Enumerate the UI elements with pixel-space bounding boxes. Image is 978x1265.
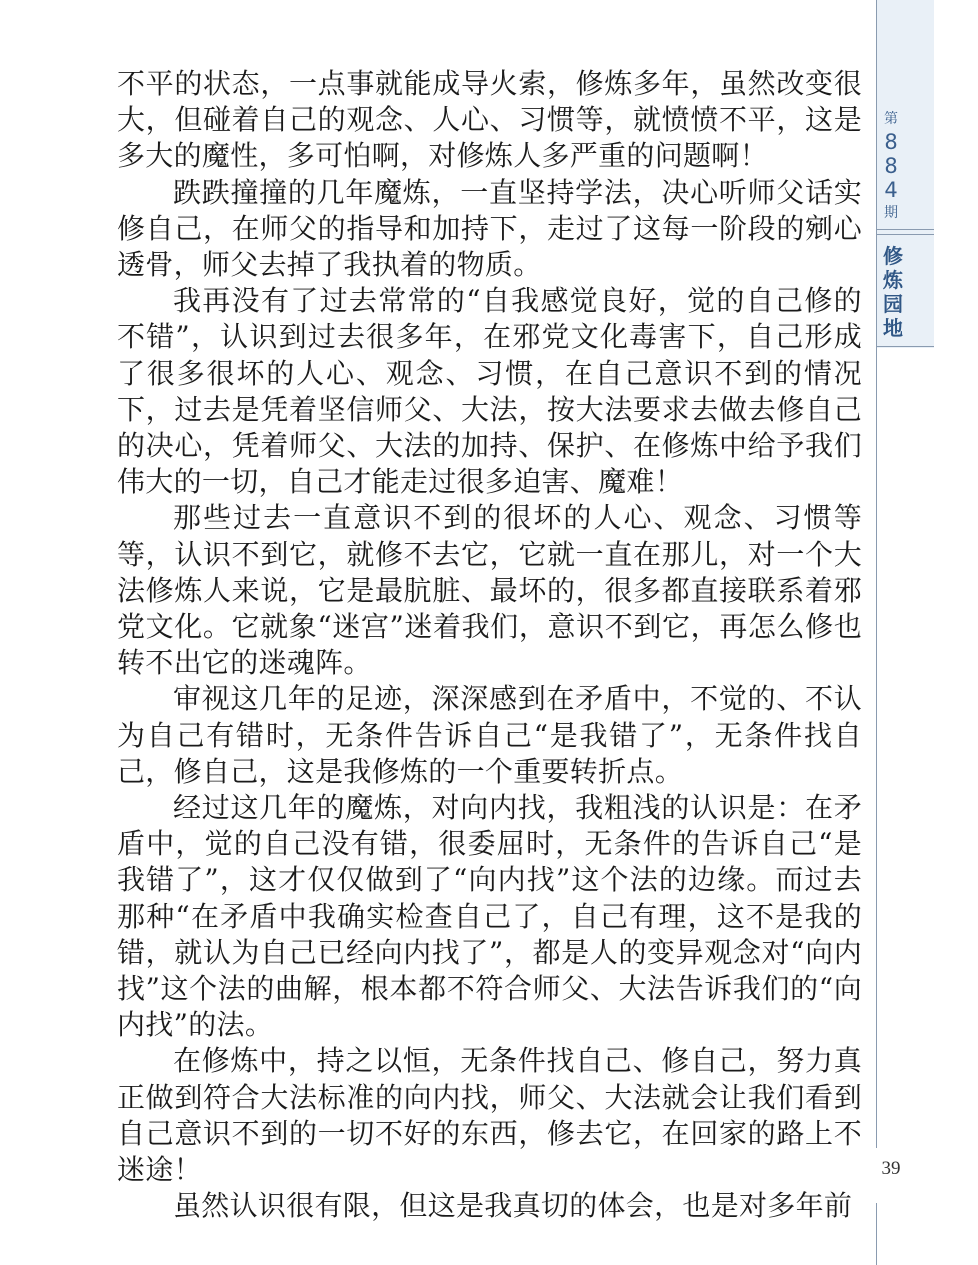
paragraph: 不平的状态，一点事就能成导火索，修炼多年，虽然改变很大，但碰着自己的观念、人心、习惯等，就愤愤不平，这是多大的魔性，多可怕啊，对修炼人多严重的问题啊！ <box>117 67 862 173</box>
paragraph: 虽然认识很有限，但这是我真切的体会，也是对多年前 <box>173 1189 853 1223</box>
sidebar-divider <box>876 229 934 230</box>
page-number: 39 <box>881 1158 901 1179</box>
paragraph: 跌跌撞撞的几年魔炼，一直坚持学法，决心听师父话实修自己，在师父的指导和加持下，走过了这每一阶段的剜心透骨，师父去掉了我执着的物质。 <box>117 175 862 282</box>
sidebar-vertical-rule-bottom <box>876 1203 877 1265</box>
issue-label <box>876 108 906 224</box>
paragraph: 经过这几年的魔炼，对向内找，我粗浅的认识是：在矛盾中，觉的自己没有错，很委屈时，无条件的告诉自己“是我错了”，这才仅仅做到了“向内找”这个法的边缘。而过去那种“在矛盾中我确实检查自己了，自己有理，这不是我的错，就认为自己已经向内找了”，都是人的变异观念对“向内找”这个法的曲解，根本都不符合师父、大法告诉我们的“向内找”的法。 <box>117 791 862 1042</box>
issue-digit: 4 <box>884 178 898 202</box>
issue-digit: 8 <box>884 130 898 154</box>
article-body <box>117 66 862 1225</box>
issue-digit: 8 <box>884 154 898 178</box>
sidebar-divider-2 <box>876 234 934 235</box>
section-char: 地 <box>883 316 903 340</box>
issue-prefix: 第 <box>884 111 898 127</box>
section-char: 炼 <box>883 268 903 292</box>
section-char: 园 <box>883 292 903 316</box>
paragraph: 审视这几年的足迹，深深感到在矛盾中，不觉的、不认为自己有错时，无条件告诉自己“是我错了”，无条件找自己，修自己，这是我修炼的一个重要转折点。 <box>117 682 862 788</box>
sidebar-divider-bottom <box>876 346 934 347</box>
paragraph: 那些过去一直意识不到的很坏的人心、观念、习惯等等，认识不到它，就修不去它，它就一直在那儿，对一个大法修炼人来说，它是最肮脏、最坏的，很多都直接联系着邪党文化。它就象“迷宫”迷着我们，意识不到它，再怎么修也转不出它的迷魂阵。 <box>117 501 862 680</box>
issue-suffix: 期 <box>884 205 898 221</box>
paragraph: 在修炼中，持之以恒，无条件找自己、修自己，努力真正做到符合大法标准的向内找，师父、大法就会让我们看到自己意识不到的一切不好的东西，修去它，在回家的路上不迷途！ <box>117 1044 862 1187</box>
paragraph: 我再没有了过去常常的“自我感觉良好，觉的自己修的不错”，认识到过去很多年，在邪党文化毒害下，自己形成了很多很坏的人心、观念、习惯，在自己意识不到的情况下，过去是凭着坚信师父、大法，按大法要求去做去修自己的决心，凭着师父、大法的加持、保护、在修炼中给予我们伟大的一切，自己才能走过很多迫害、魔难！ <box>117 284 862 499</box>
section-title <box>876 244 910 340</box>
section-char: 修 <box>883 244 903 268</box>
